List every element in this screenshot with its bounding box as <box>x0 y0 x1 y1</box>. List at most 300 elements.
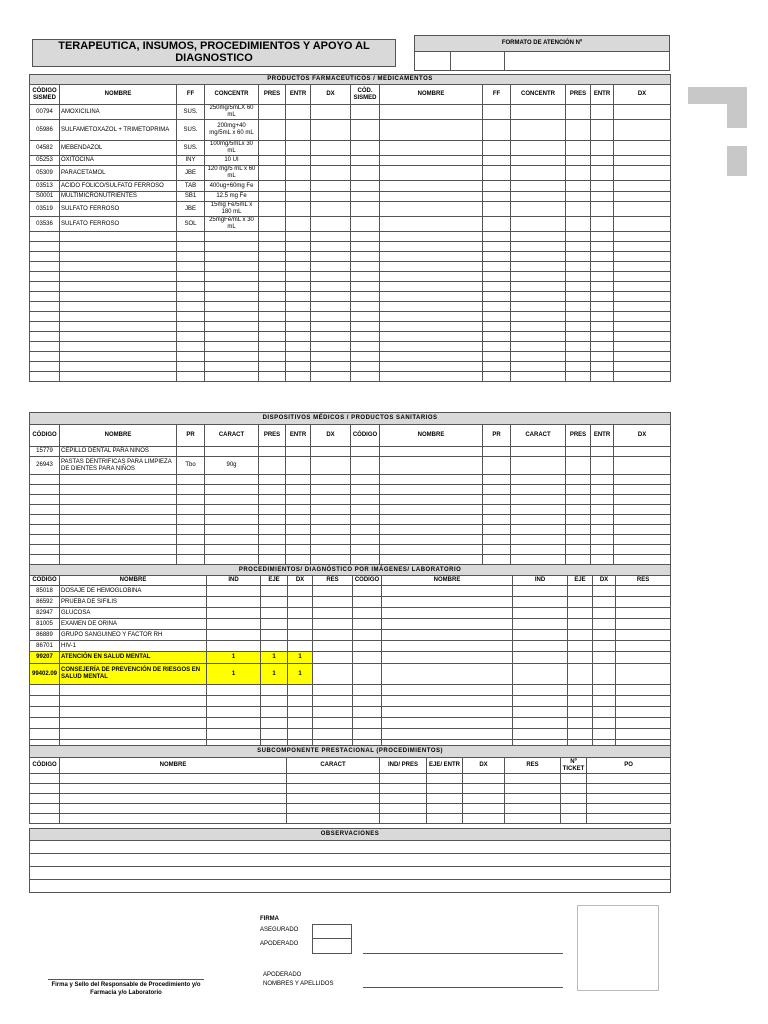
table-cell[interactable] <box>60 362 177 372</box>
table-cell[interactable] <box>207 685 261 696</box>
table-cell[interactable] <box>286 457 311 475</box>
table-cell[interactable]: MULTIMICRONUTRIENTES <box>60 192 177 202</box>
table-cell[interactable] <box>259 192 286 202</box>
table-cell[interactable] <box>380 282 483 292</box>
table-cell[interactable] <box>60 555 177 565</box>
table-cell[interactable] <box>177 262 205 272</box>
table-cell[interactable] <box>505 814 561 824</box>
table-cell[interactable] <box>380 525 483 535</box>
table-cell[interactable] <box>286 120 311 141</box>
table-cell[interactable]: PASTAS DENTRIFICAS PARA LIMPIEZA DE DIENTES PARA NIÑOS <box>60 457 177 475</box>
table-cell[interactable] <box>259 485 286 495</box>
table-cell[interactable] <box>30 555 60 565</box>
table-cell[interactable] <box>286 156 311 166</box>
table-cell[interactable] <box>614 447 671 457</box>
table-cell[interactable] <box>30 332 60 342</box>
table-cell[interactable] <box>205 372 259 382</box>
table-cell[interactable] <box>177 252 205 262</box>
table-cell[interactable] <box>382 729 513 740</box>
table-cell[interactable] <box>614 362 671 372</box>
table-cell[interactable] <box>616 729 671 740</box>
table-cell[interactable] <box>483 322 511 332</box>
table-cell[interactable] <box>60 685 207 696</box>
table-cell[interactable] <box>566 217 591 232</box>
table-cell[interactable] <box>566 120 591 141</box>
table-cell[interactable]: SUS. <box>177 105 205 120</box>
table-cell[interactable] <box>286 322 311 332</box>
table-cell[interactable] <box>286 352 311 362</box>
table-cell[interactable] <box>259 105 286 120</box>
table-cell[interactable] <box>205 352 259 362</box>
table-cell[interactable] <box>568 664 593 685</box>
observaciones-line[interactable] <box>30 880 671 893</box>
table-cell[interactable] <box>207 597 261 608</box>
table-cell[interactable] <box>311 156 351 166</box>
table-cell[interactable] <box>380 105 483 120</box>
table-cell[interactable] <box>30 312 60 322</box>
table-cell[interactable] <box>60 707 207 718</box>
table-cell[interactable] <box>353 718 382 729</box>
table-cell[interactable] <box>313 685 353 696</box>
table-cell[interactable] <box>259 525 286 535</box>
table-cell[interactable] <box>616 718 671 729</box>
table-cell[interactable] <box>351 515 380 525</box>
table-cell[interactable] <box>511 141 566 156</box>
table-cell[interactable] <box>566 166 591 181</box>
table-cell[interactable] <box>351 262 380 272</box>
table-cell[interactable] <box>30 784 60 794</box>
table-cell[interactable] <box>286 495 311 505</box>
table-cell[interactable] <box>380 362 483 372</box>
table-cell[interactable] <box>483 475 511 485</box>
table-cell[interactable] <box>60 718 207 729</box>
table-cell[interactable] <box>427 774 463 784</box>
table-cell[interactable] <box>60 272 177 282</box>
table-cell[interactable] <box>614 525 671 535</box>
table-cell[interactable] <box>177 362 205 372</box>
table-cell[interactable] <box>261 729 288 740</box>
table-cell[interactable] <box>177 312 205 322</box>
table-cell[interactable] <box>380 794 427 804</box>
table-cell[interactable] <box>568 685 593 696</box>
table-cell[interactable] <box>483 292 511 302</box>
table-cell[interactable]: 86889 <box>30 630 60 641</box>
table-cell[interactable] <box>511 322 566 332</box>
table-cell[interactable]: 82947 <box>30 608 60 619</box>
table-cell[interactable]: 1 <box>261 664 288 685</box>
table-cell[interactable] <box>483 447 511 457</box>
table-cell[interactable] <box>566 475 591 485</box>
table-cell[interactable] <box>614 242 671 252</box>
table-cell[interactable] <box>568 707 593 718</box>
table-cell[interactable] <box>205 485 259 495</box>
table-cell[interactable] <box>177 447 205 457</box>
table-cell[interactable] <box>311 312 351 322</box>
table-cell[interactable] <box>205 545 259 555</box>
table-cell[interactable] <box>30 292 60 302</box>
table-cell[interactable] <box>259 302 286 312</box>
table-cell[interactable] <box>568 696 593 707</box>
table-cell[interactable] <box>511 202 566 217</box>
table-cell[interactable] <box>311 202 351 217</box>
table-cell[interactable] <box>566 352 591 362</box>
table-cell[interactable] <box>483 362 511 372</box>
table-cell[interactable] <box>60 475 177 485</box>
table-cell[interactable] <box>566 362 591 372</box>
table-cell[interactable] <box>380 217 483 232</box>
table-cell[interactable] <box>566 312 591 322</box>
observaciones-line[interactable] <box>30 867 671 880</box>
table-cell[interactable] <box>483 372 511 382</box>
table-cell[interactable] <box>259 505 286 515</box>
table-cell[interactable] <box>511 525 566 535</box>
table-cell[interactable] <box>511 181 566 192</box>
table-cell[interactable] <box>261 696 288 707</box>
table-cell[interactable] <box>591 555 614 565</box>
table-cell[interactable] <box>511 272 566 282</box>
table-cell[interactable]: S0001 <box>30 192 60 202</box>
table-cell[interactable] <box>351 535 380 545</box>
table-cell[interactable] <box>287 814 380 824</box>
table-cell[interactable] <box>351 525 380 535</box>
table-cell[interactable] <box>568 597 593 608</box>
table-cell[interactable] <box>311 292 351 302</box>
table-cell[interactable] <box>286 555 311 565</box>
table-cell[interactable] <box>483 105 511 120</box>
table-cell[interactable]: HIV-1 <box>60 641 207 652</box>
table-cell[interactable] <box>177 525 205 535</box>
table-cell[interactable] <box>288 608 313 619</box>
table-cell[interactable]: TAB <box>177 181 205 192</box>
table-cell[interactable] <box>566 262 591 272</box>
table-cell[interactable] <box>593 586 616 597</box>
table-cell[interactable] <box>259 252 286 262</box>
table-cell[interactable] <box>30 232 60 242</box>
table-cell[interactable] <box>177 242 205 252</box>
table-cell[interactable] <box>380 535 483 545</box>
table-cell[interactable] <box>313 652 353 664</box>
table-cell[interactable] <box>286 252 311 262</box>
table-cell[interactable] <box>205 262 259 272</box>
table-cell[interactable] <box>259 232 286 242</box>
table-cell[interactable] <box>616 685 671 696</box>
table-cell[interactable] <box>591 505 614 515</box>
table-cell[interactable] <box>313 718 353 729</box>
table-cell[interactable] <box>60 535 177 545</box>
table-cell[interactable] <box>286 292 311 302</box>
table-cell[interactable] <box>614 485 671 495</box>
table-cell[interactable] <box>288 619 313 630</box>
table-cell[interactable] <box>614 166 671 181</box>
table-cell[interactable] <box>511 457 566 475</box>
table-cell[interactable] <box>593 652 616 664</box>
table-cell[interactable] <box>511 282 566 292</box>
table-cell[interactable] <box>513 619 568 630</box>
table-cell[interactable] <box>286 505 311 515</box>
table-cell[interactable] <box>380 804 427 814</box>
table-cell[interactable] <box>311 545 351 555</box>
table-cell[interactable] <box>566 535 591 545</box>
table-cell[interactable] <box>207 641 261 652</box>
table-cell[interactable] <box>259 342 286 352</box>
table-cell[interactable]: DOSAJE DE HEMOGLOBINA <box>60 586 207 597</box>
table-cell[interactable] <box>593 641 616 652</box>
table-cell[interactable] <box>205 475 259 485</box>
table-cell[interactable] <box>286 362 311 372</box>
table-cell[interactable] <box>259 156 286 166</box>
table-cell[interactable] <box>205 312 259 322</box>
table-cell[interactable] <box>177 505 205 515</box>
table-cell[interactable] <box>259 515 286 525</box>
table-cell[interactable] <box>351 555 380 565</box>
table-cell[interactable] <box>60 282 177 292</box>
table-cell[interactable] <box>313 664 353 685</box>
table-cell[interactable] <box>511 535 566 545</box>
table-cell[interactable] <box>30 322 60 332</box>
table-cell[interactable] <box>351 372 380 382</box>
table-cell[interactable] <box>566 282 591 292</box>
table-cell[interactable] <box>511 252 566 262</box>
table-cell[interactable]: SUS. <box>177 120 205 141</box>
table-cell[interactable] <box>313 641 353 652</box>
table-cell[interactable] <box>616 608 671 619</box>
table-cell[interactable] <box>60 322 177 332</box>
table-cell[interactable] <box>591 141 614 156</box>
table-cell[interactable] <box>591 515 614 525</box>
table-cell[interactable] <box>614 322 671 332</box>
table-cell[interactable] <box>616 696 671 707</box>
table-cell[interactable] <box>511 292 566 302</box>
table-cell[interactable]: INY <box>177 156 205 166</box>
table-cell[interactable] <box>511 217 566 232</box>
table-cell[interactable] <box>463 794 505 804</box>
table-cell[interactable] <box>566 192 591 202</box>
table-cell[interactable] <box>591 282 614 292</box>
table-cell[interactable] <box>380 312 483 322</box>
table-cell[interactable] <box>561 774 587 784</box>
table-cell[interactable] <box>566 485 591 495</box>
table-cell[interactable] <box>311 242 351 252</box>
table-cell[interactable]: OXITOCINA <box>60 156 177 166</box>
table-cell[interactable] <box>483 312 511 322</box>
observaciones-line[interactable] <box>30 841 671 854</box>
table-cell[interactable] <box>591 156 614 166</box>
table-cell[interactable] <box>483 242 511 252</box>
table-cell[interactable] <box>259 282 286 292</box>
table-cell[interactable] <box>591 372 614 382</box>
table-cell[interactable] <box>351 252 380 262</box>
table-cell[interactable] <box>566 555 591 565</box>
table-cell[interactable] <box>286 312 311 322</box>
table-cell[interactable] <box>288 707 313 718</box>
table-cell[interactable] <box>593 608 616 619</box>
table-cell[interactable] <box>591 252 614 262</box>
table-cell[interactable] <box>60 242 177 252</box>
table-cell[interactable] <box>591 457 614 475</box>
table-cell[interactable] <box>614 252 671 262</box>
table-cell[interactable] <box>205 362 259 372</box>
table-cell[interactable] <box>261 718 288 729</box>
table-cell[interactable] <box>614 545 671 555</box>
observaciones-line[interactable] <box>30 854 671 867</box>
table-cell[interactable] <box>205 535 259 545</box>
table-cell[interactable]: 10 UI <box>205 156 259 166</box>
table-cell[interactable] <box>60 352 177 362</box>
table-cell[interactable] <box>380 495 483 505</box>
table-cell[interactable] <box>30 535 60 545</box>
table-cell[interactable] <box>351 105 380 120</box>
table-cell[interactable] <box>286 302 311 312</box>
table-cell[interactable] <box>382 630 513 641</box>
table-cell[interactable] <box>351 120 380 141</box>
table-cell[interactable] <box>351 332 380 342</box>
table-cell[interactable] <box>591 105 614 120</box>
table-cell[interactable] <box>511 242 566 252</box>
table-cell[interactable] <box>177 485 205 495</box>
table-cell[interactable] <box>616 586 671 597</box>
table-cell[interactable] <box>505 784 561 794</box>
table-cell[interactable] <box>614 555 671 565</box>
table-cell[interactable] <box>591 352 614 362</box>
table-cell[interactable] <box>380 457 483 475</box>
table-cell[interactable]: 05309 <box>30 166 60 181</box>
table-cell[interactable] <box>351 141 380 156</box>
table-cell[interactable] <box>259 457 286 475</box>
table-cell[interactable]: CEPILLO DENTAL PARA NIÑOS <box>60 447 177 457</box>
table-cell[interactable] <box>60 342 177 352</box>
table-cell[interactable] <box>311 485 351 495</box>
table-cell[interactable] <box>60 525 177 535</box>
table-cell[interactable] <box>616 641 671 652</box>
table-cell[interactable] <box>353 597 382 608</box>
table-cell[interactable]: EXAMEN DE ORINA <box>60 619 207 630</box>
table-cell[interactable] <box>566 515 591 525</box>
table-cell[interactable] <box>380 120 483 141</box>
table-cell[interactable]: 04582 <box>30 141 60 156</box>
table-cell[interactable] <box>380 784 427 794</box>
table-cell[interactable] <box>207 630 261 641</box>
table-cell[interactable] <box>511 545 566 555</box>
table-cell[interactable] <box>380 485 483 495</box>
table-cell[interactable] <box>566 141 591 156</box>
table-cell[interactable] <box>483 166 511 181</box>
table-cell[interactable] <box>286 447 311 457</box>
table-cell[interactable] <box>313 586 353 597</box>
table-cell[interactable] <box>311 447 351 457</box>
table-cell[interactable] <box>505 794 561 804</box>
table-cell[interactable] <box>286 372 311 382</box>
table-cell[interactable] <box>30 515 60 525</box>
table-cell[interactable] <box>351 202 380 217</box>
table-cell[interactable] <box>566 105 591 120</box>
table-cell[interactable] <box>511 342 566 352</box>
table-cell[interactable] <box>483 192 511 202</box>
table-cell[interactable] <box>511 232 566 242</box>
table-cell[interactable]: 99207 <box>30 652 60 664</box>
table-cell[interactable] <box>483 156 511 166</box>
table-cell[interactable] <box>380 342 483 352</box>
table-cell[interactable] <box>566 292 591 302</box>
table-cell[interactable] <box>311 495 351 505</box>
table-cell[interactable] <box>311 352 351 362</box>
table-cell[interactable] <box>591 192 614 202</box>
table-cell[interactable] <box>205 302 259 312</box>
table-cell[interactable] <box>483 262 511 272</box>
table-cell[interactable] <box>311 192 351 202</box>
table-cell[interactable] <box>511 475 566 485</box>
table-cell[interactable] <box>288 685 313 696</box>
table-cell[interactable] <box>30 475 60 485</box>
table-cell[interactable] <box>311 262 351 272</box>
table-cell[interactable] <box>259 141 286 156</box>
table-cell[interactable] <box>30 362 60 372</box>
table-cell[interactable]: 25mgFe/mL x 30 mL <box>205 217 259 232</box>
table-cell[interactable] <box>591 292 614 302</box>
table-cell[interactable] <box>511 362 566 372</box>
table-cell[interactable] <box>591 232 614 242</box>
table-cell[interactable] <box>60 696 207 707</box>
table-cell[interactable] <box>30 242 60 252</box>
table-cell[interactable] <box>353 664 382 685</box>
table-cell[interactable] <box>30 485 60 495</box>
table-cell[interactable] <box>60 302 177 312</box>
table-cell[interactable]: 26943 <box>30 457 60 475</box>
table-cell[interactable]: GLUCOSA <box>60 608 207 619</box>
table-cell[interactable] <box>288 586 313 597</box>
table-cell[interactable] <box>30 545 60 555</box>
table-cell[interactable] <box>60 372 177 382</box>
table-cell[interactable] <box>286 282 311 292</box>
table-cell[interactable] <box>614 292 671 302</box>
table-cell[interactable] <box>177 292 205 302</box>
table-cell[interactable] <box>351 232 380 242</box>
table-cell[interactable] <box>30 696 60 707</box>
asegurado-box[interactable] <box>312 924 352 939</box>
table-cell[interactable] <box>30 729 60 740</box>
table-cell[interactable] <box>205 447 259 457</box>
table-cell[interactable] <box>614 475 671 485</box>
table-cell[interactable]: 00794 <box>30 105 60 120</box>
table-cell[interactable] <box>286 242 311 252</box>
table-cell[interactable] <box>483 272 511 282</box>
table-cell[interactable] <box>380 202 483 217</box>
table-cell[interactable] <box>311 302 351 312</box>
table-cell[interactable] <box>463 804 505 814</box>
table-cell[interactable] <box>177 332 205 342</box>
table-cell[interactable] <box>380 332 483 342</box>
table-cell[interactable] <box>259 362 286 372</box>
table-cell[interactable] <box>60 804 287 814</box>
table-cell[interactable] <box>591 495 614 505</box>
table-cell[interactable] <box>593 664 616 685</box>
table-cell[interactable] <box>287 774 380 784</box>
table-cell[interactable] <box>259 272 286 282</box>
table-cell[interactable] <box>505 774 561 784</box>
table-cell[interactable] <box>351 342 380 352</box>
table-cell[interactable] <box>351 495 380 505</box>
table-cell[interactable] <box>177 322 205 332</box>
table-cell[interactable] <box>205 515 259 525</box>
table-cell[interactable] <box>561 794 587 804</box>
table-cell[interactable] <box>483 352 511 362</box>
table-cell[interactable]: Tbo <box>177 457 205 475</box>
table-cell[interactable] <box>311 535 351 545</box>
table-cell[interactable] <box>287 784 380 794</box>
table-cell[interactable] <box>380 252 483 262</box>
table-cell[interactable] <box>380 272 483 282</box>
table-cell[interactable] <box>353 619 382 630</box>
table-cell[interactable] <box>177 372 205 382</box>
